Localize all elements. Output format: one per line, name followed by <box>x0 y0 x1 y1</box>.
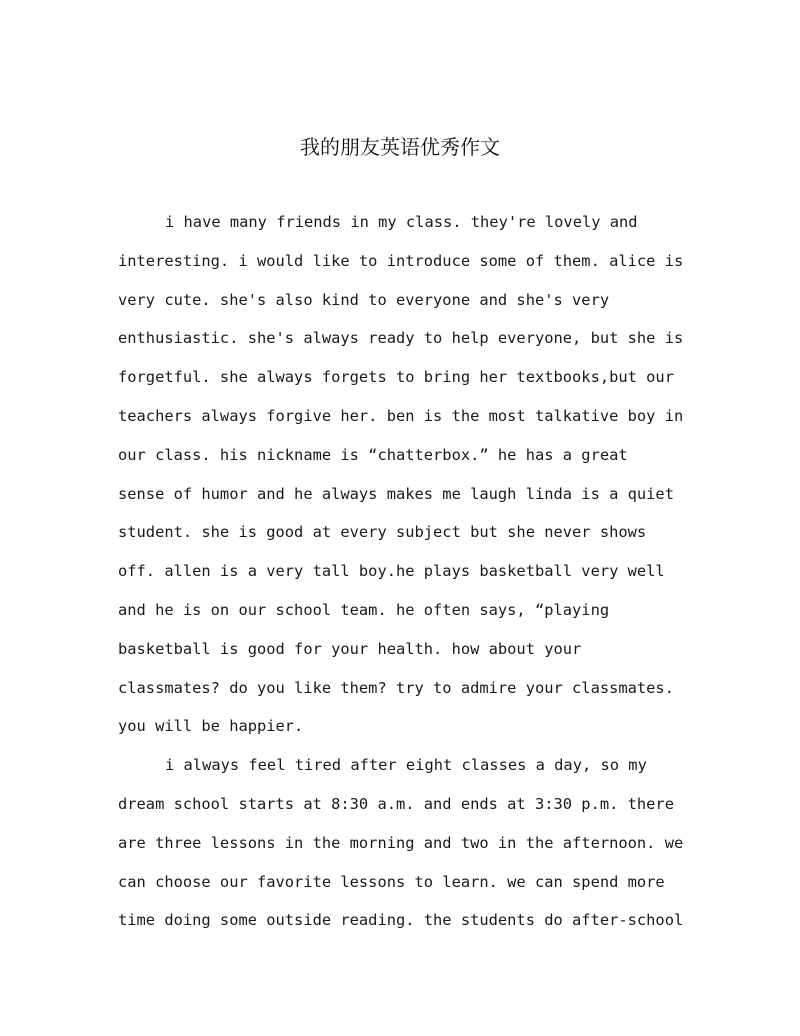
paragraph-1-line-12: basketball is good for your health. how about your <box>118 639 582 658</box>
document-body <box>118 203 688 940</box>
document-title: 我的朋友英语优秀作文 <box>300 135 500 159</box>
paragraph-1-line-1: i have many friends in my class. they're lovely and <box>165 213 638 231</box>
paragraph-1-line-5: forgetful. she always forgets to bring her textbooks,but our <box>118 368 674 387</box>
paragraph-1-line-4: enthusiastic. she's always ready to help everyone, but she is <box>118 329 684 348</box>
paragraph-1-line-8: sense of humor and he always makes me laugh linda is a quiet <box>118 484 674 503</box>
paragraph-2-line-4: can choose our favorite lessons to learn. we can spend more <box>118 872 665 891</box>
paragraph-1-line-9: student. she is good at every subject but she never shows <box>118 523 647 542</box>
paragraph-2-line-1: i always feel tired after eight classes a day, so my <box>165 756 647 775</box>
paragraph-1-line-14: you will be happier. <box>118 717 304 736</box>
paragraph-2-line-3: are three lessons in the morning and two in the afternoon. we <box>118 833 684 852</box>
paragraph-1-line-7: our class. his nickname is “chatterbox.” he has a great <box>118 445 628 464</box>
paragraph-1-line-6: teachers always forgive her. ben is the most talkative boy in <box>118 406 684 425</box>
paragraph-1-line-10: off. allen is a very tall boy.he plays basketball very well <box>118 562 665 581</box>
paragraph-1-line-2: interesting. i would like to introduce some of them. alice is <box>118 251 684 270</box>
paragraph-2-line-2: dream school starts at 8:30 a.m. and ends at 3:30 p.m. there <box>118 794 674 813</box>
paragraph-1-line-13: classmates? do you like them? try to admire your classmates. <box>118 678 674 697</box>
paragraph-1-line-3: very cute. she's also kind to everyone and she's very <box>118 290 610 309</box>
paragraph-1-line-11: and he is on our school team. he often says, “playing <box>118 600 610 619</box>
paragraph-2-line-5: time doing some outside reading. the students do after-school <box>118 911 684 930</box>
